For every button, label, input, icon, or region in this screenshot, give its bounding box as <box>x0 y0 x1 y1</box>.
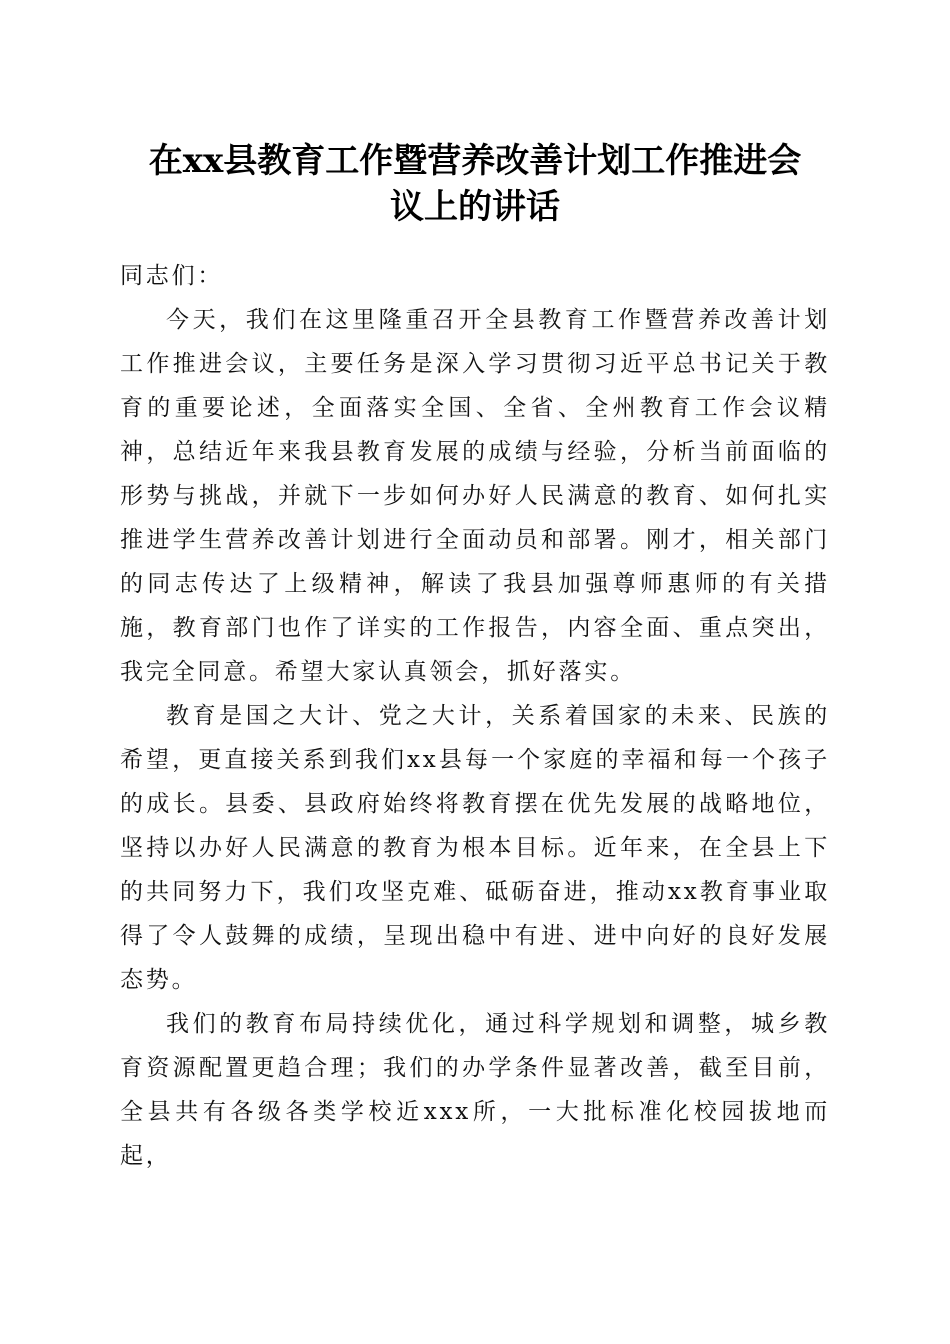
document-body <box>120 254 830 1178</box>
document-title <box>110 138 840 230</box>
paragraph-1: 今天，我们在这里隆重召开全县教育工作暨营养改善计划工作推进会议，主要任务是深入学习贯彻习近平总书记关于教育的重要论述，全面落实全国、全省、全州教育工作会议精神，总结近年来我县教育发展的成绩与经验，分析当前面临的形势与挑战，并就下一步如何办好人民满意的教育、如何扎实推进学生营养改善计划进行全面动员和部署。刚才，相关部门的同志传达了上级精神，解读了我县加强尊师惠师的有关措施，教育部门也作了详实的工作报告，内容全面、重点突出，我完全同意。希望大家认真领会，抓好落实。 <box>120 307 830 685</box>
salutation: 同志们： <box>120 263 224 289</box>
paragraph-3: 我们的教育布局持续优化，通过科学规划和调整，城乡教育资源配置更趋合理；我们的办学条件显著改善，截至目前，全县共有各级各类学校近xxx所，一大批标准化校园拔地而起， <box>120 1011 830 1169</box>
title-line-1: 在xx县教育工作暨营养改善计划工作推进会 <box>148 141 802 181</box>
paragraph-2: 教育是国之大计、党之大计，关系着国家的未来、民族的希望，更直接关系到我们xx县每一个家庭的幸福和每一个孩子的成长。县委、县政府始终将教育摆在优先发展的战略地位，坚持以办好人民满意的教育为根本目标。近年来，在全县上下的共同努力下，我们攻坚克难、砥砺奋进，推动xx教育事业取得了令人鼓舞的成绩，呈现出稳中有进、进中向好的良好发展态势。 <box>120 703 830 993</box>
title-line-2: 议上的讲话 <box>390 187 560 227</box>
